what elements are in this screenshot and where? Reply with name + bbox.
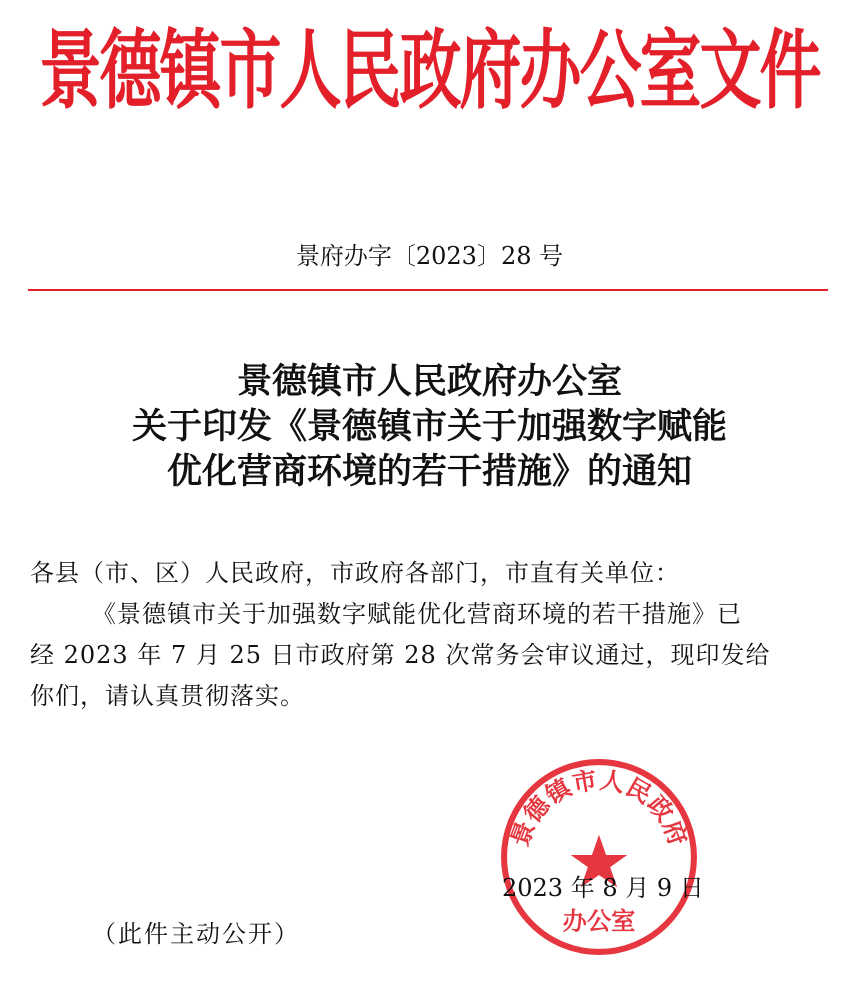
- title-line-2: 关于印发《景德镇市关于加强数字赋能: [131, 407, 727, 447]
- official-seal: [498, 756, 700, 958]
- issue-date: 2023 年 8 月 9 日: [502, 874, 704, 902]
- red-divider-line: [28, 289, 828, 291]
- disclosure-note: （此件主动公开）: [92, 920, 300, 948]
- title-line-3: 优化营商环境的若干措施》的通知: [166, 452, 692, 492]
- document-number: 景府办字〔2023〕28 号: [295, 242, 564, 270]
- salutation: 各县（市、区）人民政府，市政府各部门，市直有关单位：: [30, 559, 680, 587]
- svg-text:景德镇市人民政府: 景德镇市人民政府: [504, 764, 694, 851]
- paragraph-line-2: 经 2023 年 7 月 25 日市政府第 28 次常务会审议通过，现印发给: [30, 641, 771, 669]
- notice-body: [30, 553, 830, 717]
- title-line-1: 景德镇市人民政府办公室: [236, 362, 622, 402]
- paragraph-line-1: 《景德镇市关于加强数字赋能优化营商环境的若干措施》已: [92, 600, 742, 628]
- notice-title: [0, 360, 859, 495]
- masthead-title: 景德镇市人民政府办公室文件: [39, 19, 820, 121]
- svg-text:办公室: 办公室: [562, 906, 636, 936]
- paragraph-line-3: 你们，请认真贯彻落实。: [30, 682, 305, 710]
